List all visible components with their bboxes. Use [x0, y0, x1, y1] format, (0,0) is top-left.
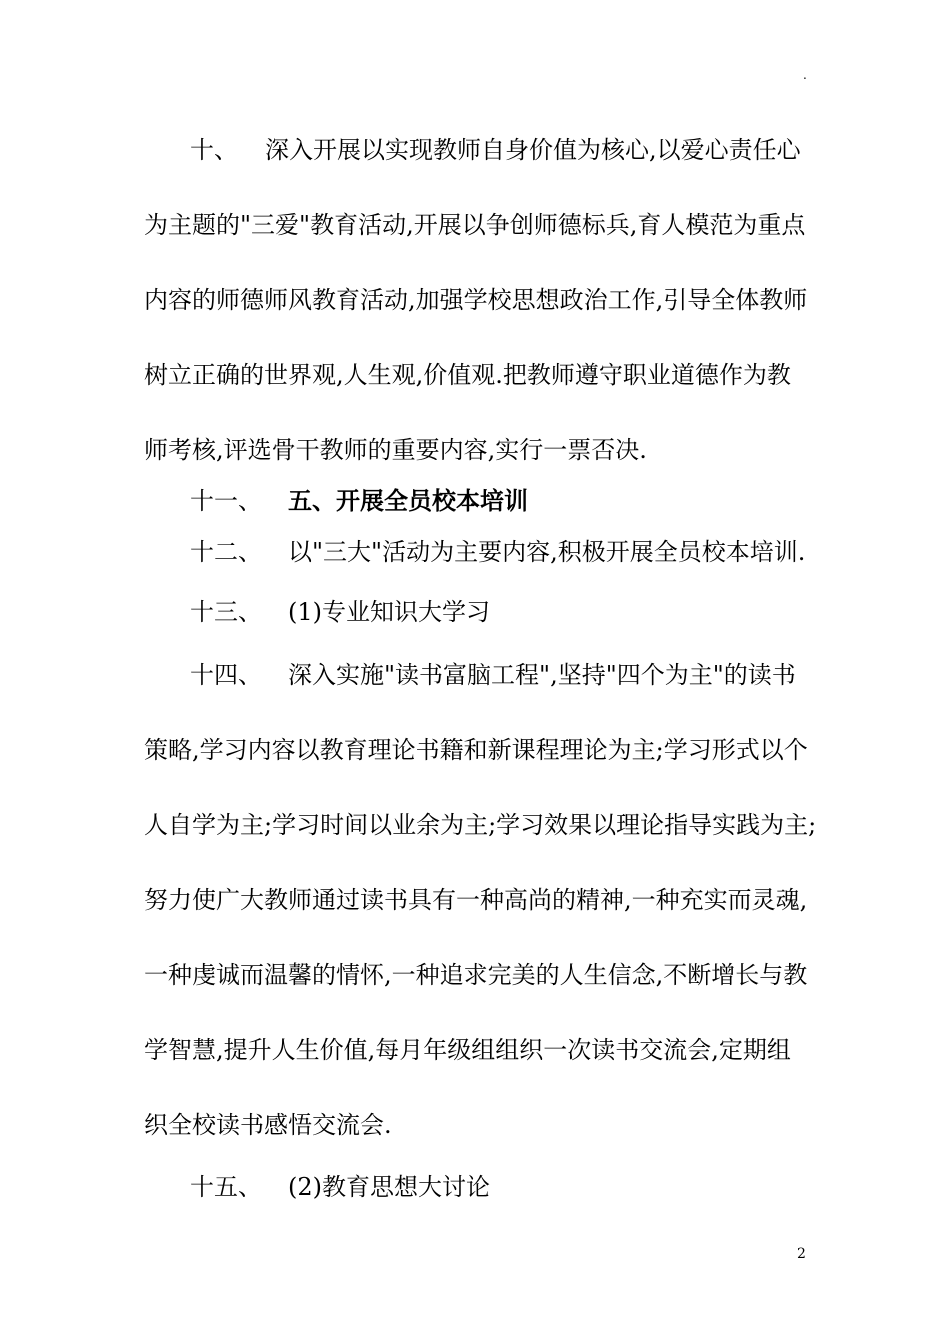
corner-mark: . [803, 68, 807, 82]
subheading-text: (1)专业知识大学习 [288, 598, 490, 626]
paragraph-text: 深入实施"读书富脑工程",坚持"四个为主"的读书 [288, 661, 796, 689]
item-number: 十五、 [190, 1173, 262, 1201]
page-number: 2 [797, 1246, 806, 1262]
item-number: 十四、 [190, 661, 262, 689]
paragraph-text: 深入开展以实现教师自身价值为核心,以爱心责任心 [265, 136, 801, 164]
paragraph-text: 以"三大"活动为主要内容,积极开展全员校本培训. [288, 538, 806, 566]
paragraph-text: 树立正确的世界观,人生观,价值观.把教师遵守职业道德作为教 [144, 361, 791, 389]
paragraph-text: 策略,学习内容以教育理论书籍和新课程理论为主;学习形式以个 [144, 736, 808, 764]
paragraph-text: 学智慧,提升人生价值,每月年级组组织一次读书交流会,定期组 [144, 1036, 791, 1064]
paragraph-text: 内容的师德师风教育活动,加强学校思想政治工作,引导全体教师 [144, 286, 808, 314]
subheading-text: (2)教育思想大讨论 [288, 1173, 490, 1201]
item-number: 十一、 [190, 487, 262, 515]
section-heading: 五、开展全员校本培训 [288, 486, 528, 515]
paragraph-text: 人自学为主;学习时间以业余为主;学习效果以理论指导实践为主; [144, 811, 817, 839]
item-number: 十、 [190, 136, 238, 164]
item-number: 十三、 [190, 598, 262, 626]
paragraph-text: 师考核,评选骨干教师的重要内容,实行一票否决. [144, 436, 647, 464]
paragraph-text: 努力使广大教师通过读书具有一种高尚的精神,一种充实而灵魂, [144, 886, 808, 914]
item-number: 十二、 [190, 538, 262, 566]
paragraph-text: 一种虔诚而温馨的情怀,一种追求完美的人生信念,不断增长与教 [144, 961, 808, 989]
paragraph-text: 织全校读书感悟交流会. [144, 1111, 392, 1139]
paragraph-text: 为主题的"三爱"教育活动,开展以争创师德标兵,育人模范为重点 [144, 211, 806, 239]
